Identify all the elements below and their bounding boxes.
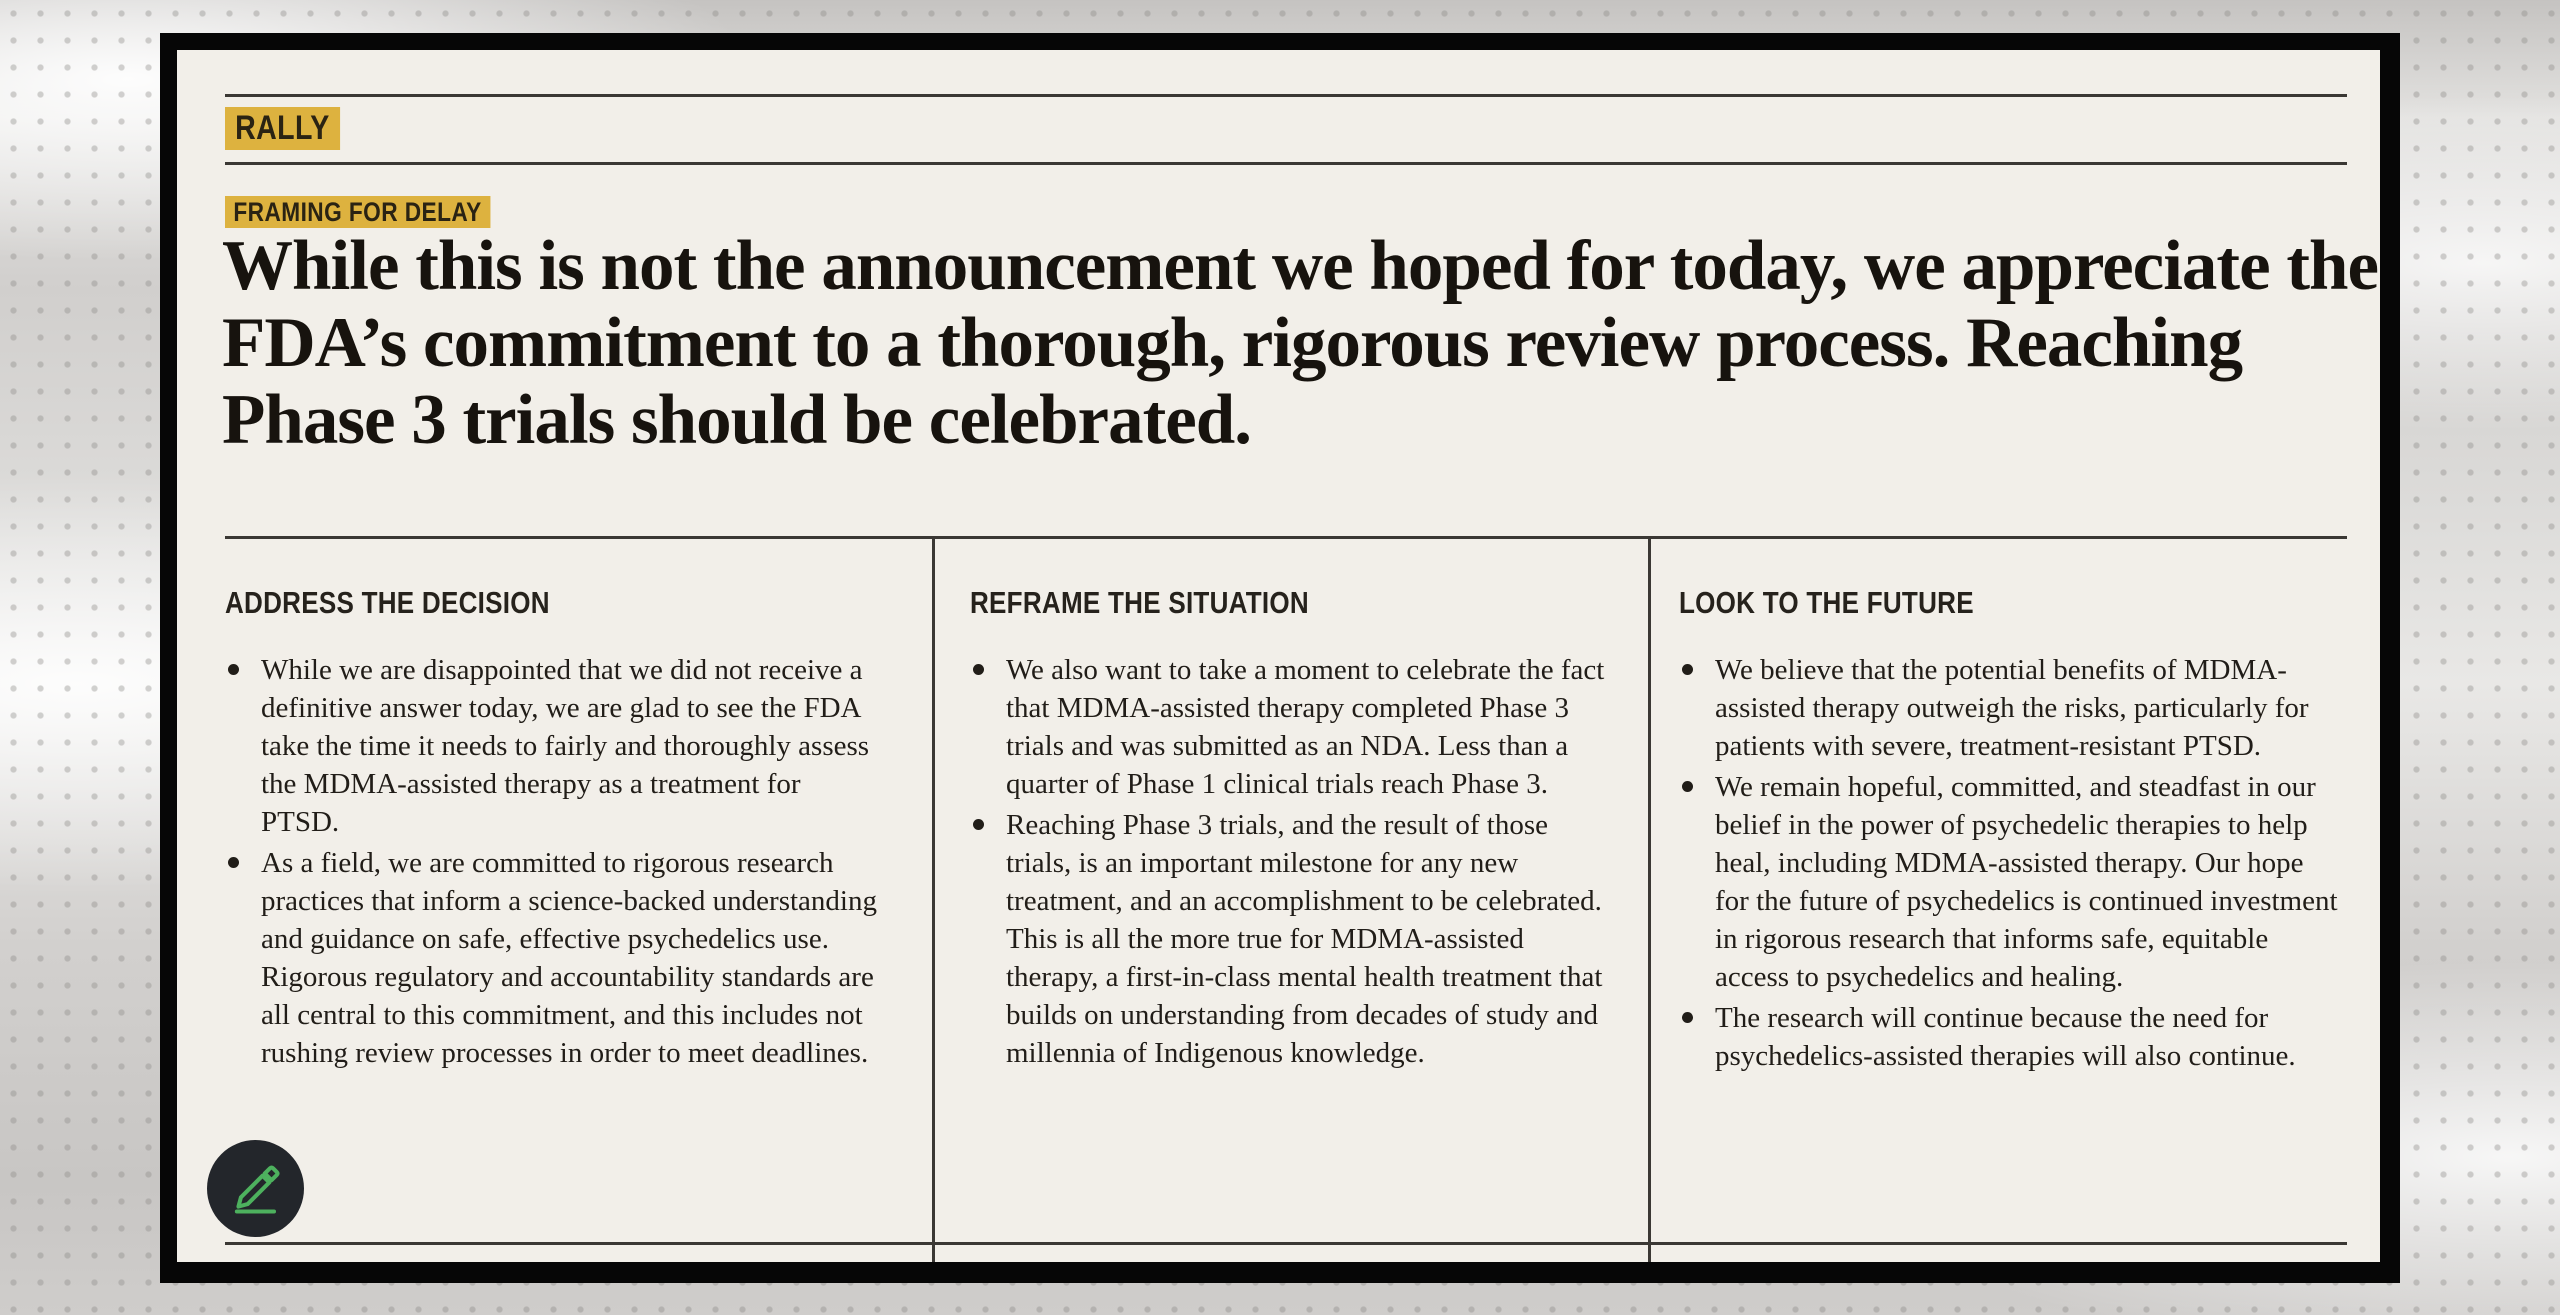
kicker-badge: RALLY [225,107,340,150]
bullet-item: Reaching Phase 3 trials, and the result of those trials, is an important milestone for any new treatment, and an accomplishment to be celebrated. This is all the more true for MDMA-assisted therapy, a first-in-class mental health treatment that builds on understanding from decades of study and millennia of Indigenous knowledge. [970,806,1606,1072]
pencil-line-icon [229,1162,283,1216]
divider-top [225,94,2347,97]
column-header: ADDRESS THE DECISION [225,585,550,620]
bullet-list [970,651,1606,1072]
headline: While this is not the announcement we hoped for today, we appreciate the FDA’s commitment to a thorough, rigorous review process. Reaching Phase 3 trials should be celebrated. [222,227,2378,459]
bullet-list [225,651,884,1072]
column-look-to-the-future [1648,539,2347,1262]
bullet-item: We remain hopeful, committed, and steadfast in our belief in the power of psychedelic therapies to help heal, including MDMA-assisted therapy. Our hope for the future of psychedelics is continued investment in rigorous research that informs safe, equitable access to psychedelics and healing. [1679,768,2339,996]
columns-section [225,536,2347,1262]
bullet-item: We also want to take a moment to celebrate the fact that MDMA-assisted therapy completed Phase 3 trials and was submitted as an NDA. Less than a quarter of Phase 1 clinical trials reach Phase 3. [970,651,1606,803]
slide-frame [160,33,2400,1283]
bullet-item: We believe that the potential benefits of MDMA-assisted therapy outweigh the risks, particularly for patients with severe, treatment-resistant PTSD. [1679,651,2339,765]
bullet-list [1679,651,2339,1075]
column-address-the-decision [225,539,932,1262]
bullet-item: As a field, we are committed to rigorous research practices that inform a science-backed understanding and guidance on safe, effective psychedelics use. Rigorous regulatory and accountability standards are all central to this commitment, and this includes not rushing review processes in order to meet deadlines. [225,844,884,1072]
bullet-item: While we are disappointed that we did not receive a definitive answer today, we are glad to see the FDA take the time it needs to fairly and thoroughly assess the MDMA-assisted therapy as a treatment for PTSD. [225,651,884,841]
section-tag-badge: FRAMING FOR DELAY [225,196,490,228]
divider-bottom [225,1242,2347,1245]
edit-button[interactable] [207,1140,304,1237]
column-header: REFRAME THE SITUATION [970,585,1309,620]
divider-middle [225,162,2347,165]
column-header: LOOK TO THE FUTURE [1679,585,1974,620]
column-reframe-the-situation [932,539,1648,1262]
bullet-item: The research will continue because the need for psychedelics-assisted therapies will also continue. [1679,999,2339,1075]
slide-canvas [177,50,2380,1262]
